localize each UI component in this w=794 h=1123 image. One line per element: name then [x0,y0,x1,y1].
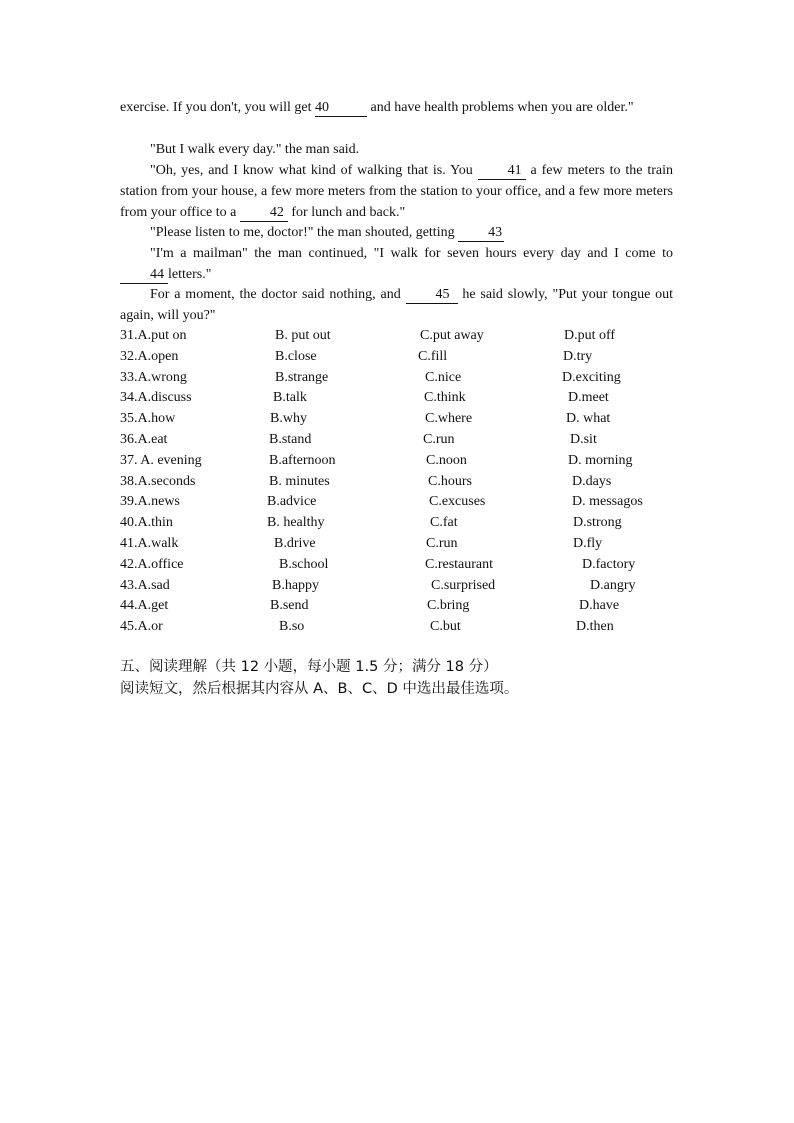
option-row-36: 36.A.eat B.stand C.run D.sit [120,431,597,447]
option-row-40: 40.A.thin B. healthy C.fat D.strong [120,515,622,531]
option-row-35: 35.A.how B.why C.where D. what [120,411,611,427]
option-row-32: 32.A.open B.close C.fill D.try [120,348,593,364]
section-5-instruction: 阅读短文，然后根据其内容从 A、B、C、D 中选出最佳选项。 [120,681,519,697]
blank-43: 43 [458,225,504,242]
option-row-31: 31.A.put on B. put out C.put away D.put off [120,328,616,343]
blank-42: 42 [240,205,288,222]
passage-paragraph-1: exercise. If you don't, you will get 40 and have health problems when you are older." [120,100,634,115]
blank-41: 41 [478,163,526,180]
option-row-41: 41.A.walk B.drive C.run D.fly [120,535,603,551]
option-row-43: 43.A.sad B.happy C.surprised D.angry [120,577,636,593]
option-row-42: 42.A.office B.school C.restaurant D.factory [120,556,636,572]
passage-paragraph-6: For a moment, the doctor said nothing, and 45 he said slowly, "Put your tongue out again, will you?" [120,287,673,323]
passage-paragraph-2: "But I walk every day." the man said. [150,142,360,157]
option-row-34: 34.A.discuss B.talk C.think D.meet [120,390,609,406]
passage-paragraph-4: "Please listen to me, doctor!" the man shouted, getting 43 [150,225,503,240]
passage-paragraph-5: "I'm a mailman" the man continued, "I walk for seven hours every day and I come to 44 letters." [120,243,673,285]
option-row-45: 45.A.or B.so C.but D.then [120,619,614,635]
option-row-44: 44.A.get B.send C.bring D.have [120,598,620,614]
option-row-39: 39.A.news B.advice C.excuses D. messagos [120,494,643,510]
section-5-heading: 五、阅读理解（共 12 小题，每小题 1.5 分；满分 18 分） [120,659,498,675]
options-list [120,326,680,638]
blank-40: 40 [315,100,367,117]
option-row-37: 37. A. evening B.afternoon C.noon D. morning [120,452,633,468]
passage-paragraph-3: "Oh, yes, and I know what kind of walking that is. You 41 a few meters to the train station from your house, a few more meters from the station to your office, and a few more meters from your office to a 42 for lunch and back." [120,163,673,220]
blank-44: 44 [120,267,168,284]
option-row-33: 33.A.wrong B.strange C.nice D.exciting [120,369,621,385]
blank-45: 45 [406,287,458,304]
option-row-38: 38.A.seconds B. minutes C.hours D.days [120,473,612,489]
